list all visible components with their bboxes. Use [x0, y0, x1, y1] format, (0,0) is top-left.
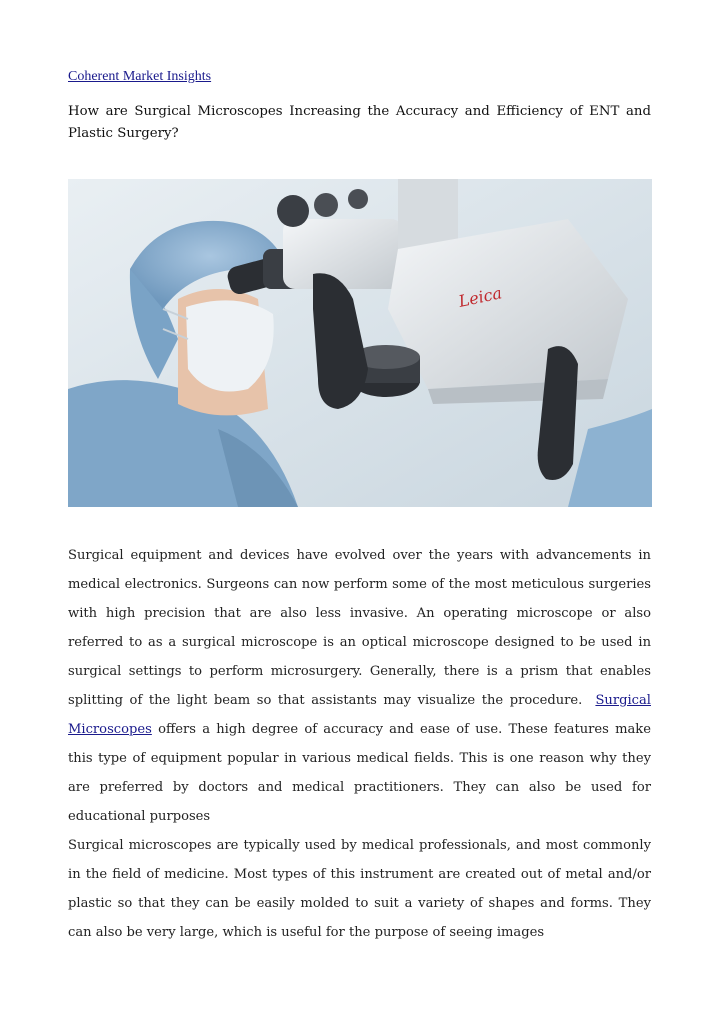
- article-body: [68, 541, 651, 947]
- paragraph-1-text-start: Surgical equipment and devices have evolved over the years with advancements in medical electronics. Surgeons can now perform some of the most meticulous surgeries with high precision that are also less invasive. An operating microscope or also referred to as a surgical microscope is an optical microscope designed to be used in surgical settings to perform microsurgery. Generally, there is a prism that enables splitting of the light beam so that assistants may visualize the procedure.: [68, 548, 651, 708]
- article-paragraph-1: [68, 541, 651, 831]
- paragraph-1-text-end: offers a high degree of accuracy and ease of use. These features make this type of equipment popular in various medical fields. This is one reason why they are preferred by doctors and medical practitioners. They can also be used for educational purposes: [68, 722, 651, 824]
- source-link[interactable]: Coherent Market Insights: [68, 69, 212, 84]
- surgical-microscopes-link[interactable]: Surgical Microscopes: [68, 693, 651, 737]
- svg-text:Leica: Leica: [456, 283, 504, 311]
- article-paragraph-2: Surgical microscopes are typically used by medical professionals, and most commonly in the field of medicine. Most types of this instrument are created out of metal and/or plastic so that they can be easily molded to suit a variety of shapes and forms. They can also be very large, which is useful for the purpose of seeing images: [68, 838, 651, 940]
- article-title: How are Surgical Microscopes Increasing the Accuracy and Efficiency of ENT and Plastic Surgery?: [68, 104, 651, 141]
- surgeon-using-microscope-photo: [68, 179, 652, 507]
